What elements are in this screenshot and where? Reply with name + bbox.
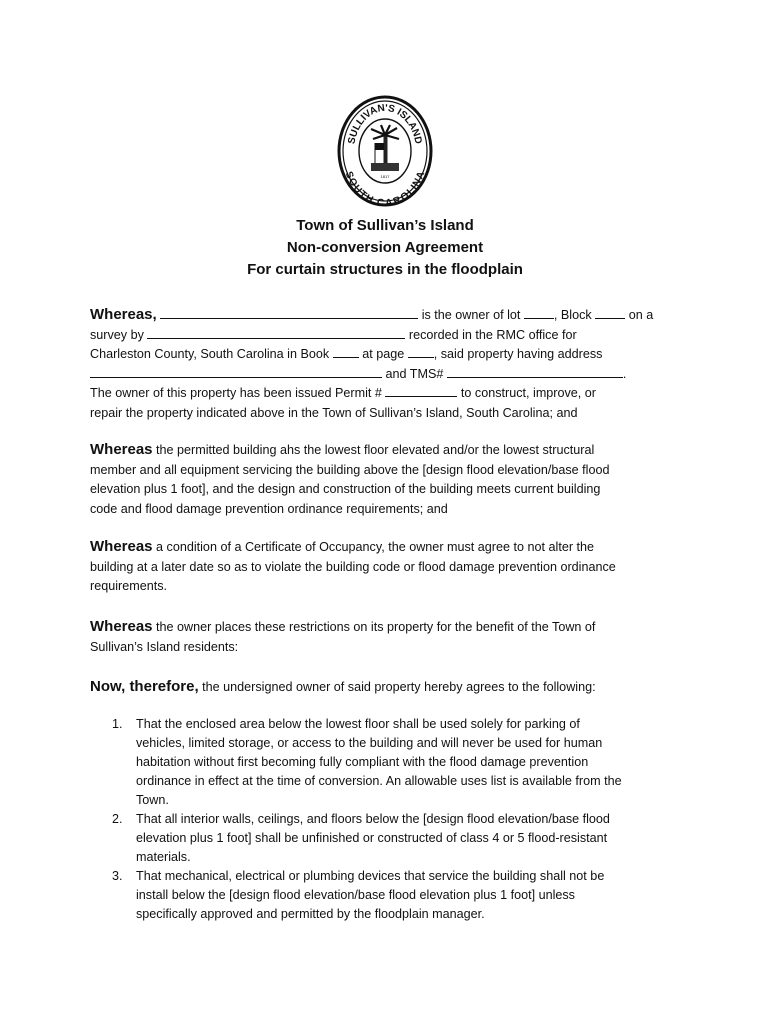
list-item: 2. That all interior walls, ceilings, and floors below the [design flood elevation/base flood elevation plus 1 foot] shall be unfinished or constructed of class 4 or 5 flood-resistant materials. bbox=[112, 812, 610, 864]
seal-top-text: SULLIVAN'S ISLAND bbox=[346, 102, 424, 145]
title-line-2: Non-conversion Agreement bbox=[286, 239, 484, 256]
seal-year: 1817 bbox=[380, 174, 390, 179]
now-therefore-paragraph: Now, therefore, the undersigned owner of said property hereby agrees to the following: bbox=[90, 678, 596, 695]
agreement-terms-list bbox=[92, 715, 692, 924]
tms-blank bbox=[447, 365, 623, 378]
document-title bbox=[0, 215, 770, 281]
list-item: 1. That the enclosed area below the lowest floor shall be used solely for parking of vehicles, limited storage, or access to the building and will never be used for human habitation without first becoming fully compliant with the flood damage prevention ordinance in effect at the time of conversion. An allowable uses list is available from the Town. bbox=[112, 717, 622, 807]
town-seal-logo bbox=[337, 95, 433, 207]
list-item: 3. That mechanical, electrical or plumbing devices that service the building shall not be install below the [design flood elevation/base flood elevation plus 1 foot] unless specifically approved and permitted by the floodplain manager. bbox=[112, 869, 605, 921]
book-blank bbox=[333, 345, 359, 358]
whereas-paragraph-4: Whereas the owner places these restrictions on its property for the benefit of the Town of Sullivan’s Island residents: bbox=[90, 618, 596, 654]
whereas-paragraph-2: Whereas the permitted building ahs the lowest floor elevated and/or the lowest structural member and all equipment servicing the building above the [design flood elevation/base flood elevation plus 1 foot], and the design and construction of the building meets current building code and flood damage prevention ordinance requirements; and bbox=[90, 441, 610, 516]
whereas-lead: Whereas, bbox=[90, 306, 157, 323]
block-blank bbox=[595, 306, 625, 319]
title-line-1: Town of Sullivan’s Island bbox=[296, 217, 474, 234]
address-blank bbox=[90, 365, 382, 378]
surveyor-blank bbox=[147, 326, 405, 339]
permit-number-blank bbox=[385, 384, 457, 397]
page-blank bbox=[408, 345, 434, 358]
whereas-paragraph-1: Whereas, is the owner of lot , Block on a survey by recorded in the RMC office for Charleston County, South Carolina in Book at page , said property having address and TMS# . The owner of this property has been issued Permit # to construct, improve, or repair the property indicated above in the Town of Sullivan’s Island, South Carolina; and bbox=[90, 306, 654, 420]
owner-name-blank bbox=[160, 306, 418, 319]
seal-bottom-text: SOUTH CAROLINA bbox=[342, 170, 428, 207]
title-line-3: For curtain structures in the floodplain bbox=[247, 261, 523, 278]
whereas-paragraph-3: Whereas a condition of a Certificate of Occupancy, the owner must agree to not alter the building at a later date so as to violate the building code or flood damage prevention ordinance requirements. bbox=[90, 538, 616, 594]
lot-blank bbox=[524, 306, 554, 319]
